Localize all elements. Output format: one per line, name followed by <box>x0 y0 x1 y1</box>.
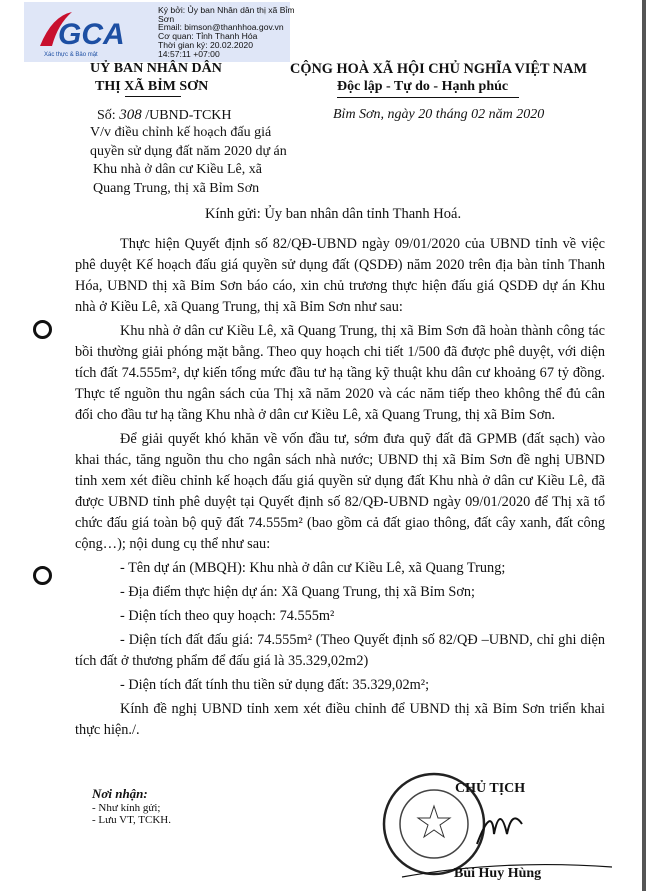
signer-title: CHỦ TỊCH <box>455 781 526 796</box>
divider <box>337 97 519 98</box>
subject-line: Khu nhà ở dân cư Kiều Lê, xã <box>93 162 262 177</box>
org-subname: THỊ XÃ BỈM SƠN <box>95 79 209 94</box>
signer-name: Bùi Huy Hùng <box>454 866 542 881</box>
national-motto: Độc lập - Tự do - Hạnh phúc <box>337 79 509 94</box>
recipient-item: - Lưu VT, TCKH. <box>92 814 171 826</box>
subject-line: V/v điều chỉnh kế hoạch đấu giá <box>90 125 272 140</box>
recipient-line: Kính gửi: Ủy ban nhân dân tỉnh Thanh Hoá. <box>205 206 462 222</box>
number-code: /UBND-TCKH <box>145 108 232 123</box>
scan-edge <box>642 0 646 891</box>
paragraph: Kính đề nghị UBND tỉnh xem xét điều chỉnh để UBND thị xã Bỉm Sơn triển khai thực hiện./. <box>75 701 605 738</box>
sign-time: Thời gian ký: 20.02.2020 <box>158 39 253 50</box>
digital-signature-box <box>24 2 295 62</box>
recipient-item: - Như kính gửi; <box>92 802 161 814</box>
number-handwritten: 308 <box>119 107 142 123</box>
subject-line: Quang Trung, thị xã Bỉm Sơn <box>93 180 260 196</box>
subject-line: quyền sử dụng đất năm 2020 dự án <box>90 143 287 159</box>
divider <box>125 96 181 97</box>
paragraph: Khu nhà ở dân cư Kiều Lê, xã Quang Trung, thị xã Bỉm Sơn đã hoàn thành công tác bồi thường giải phóng mặt bằng. Theo quy hoạch chi tiết 1/500 đã được phê duyệt, với diện tích đất 74.555m², dự kiến tổng mức đầu tư hạ tầng kỹ thuật khu dân cư khoảng 67 tỷ đồng. Thực tế nguồn thu ngân sách của Thị xã năm 2020 và các năm tiếp theo không thể đủ cân đối cho đầu tư hạ tầng Khu nhà ở dân cư Kiều Lê, xã Quang Trung, thị xã Bỉm Sơn. <box>75 323 605 423</box>
date-day: 20 <box>418 107 433 122</box>
national-title: CỘNG HOÀ XÃ HỘI CHỦ NGHĨA VIỆT NAM <box>290 61 587 77</box>
detail-item: - Diện tích theo quy hoạch: 74.555m² <box>120 608 335 624</box>
detail-item: - Địa điểm thực hiện dự án: Xã Quang Trung, thị xã Bỉm Sơn; <box>120 584 476 600</box>
subject <box>90 124 287 198</box>
detail-item: - Diện tích đất tính thu tiền sử dụng đất: 35.329,02m²; <box>120 677 430 693</box>
svg-text:Xác thực & Bảo mật: Xác thực & Bảo mật <box>44 52 98 58</box>
punch-hole <box>33 566 52 585</box>
date-suffix: tháng 02 năm 2020 <box>435 107 545 122</box>
recipients-list <box>92 786 171 826</box>
signed-by: Ký bởi: Ủy ban Nhân dân thị xã Bỉm Sơn <box>158 5 295 24</box>
recipients-title: Nơi nhận: <box>92 786 148 801</box>
document-date <box>333 107 544 123</box>
document-number <box>97 107 232 124</box>
signer-email: Email: bimson@thanhhoa.gov.vn <box>158 22 284 33</box>
signer-agency: Cơ quan: Tỉnh Thanh Hóa <box>158 31 258 42</box>
paragraph: Để giải quyết khó khăn về vốn đầu tư, sớm đưa quỹ đất đã GPMB (đất sạch) vào khai thác, tăng nguồn thu cho ngân sách nhà nước; UBND thị xã Bỉm Sơn đề nghị UBND tỉnh xem xét điều chỉnh kế hoạch đấu giá quyền sử dụng đất Khu nhà ở dân cư Kiều Lê, đã được UBND tỉnh phê duyệt tại Quyết định số 82/QĐ-UBND ngày 09/01/2020 để Thị xã tổ chức đấu giá toàn bộ quỹ đất 74.555m² (bao gồm cả đất giao thông, đất cây xanh, đất công cộng…); nội dung cụ thể như sau: <box>75 431 605 552</box>
number-label: Số: <box>97 108 116 123</box>
date-prefix: Bỉm Sơn, ngày <box>333 107 415 122</box>
paragraph: Thực hiện Quyết định số 82/QĐ-UBND ngày 09/01/2020 của UBND tỉnh về việc phê duyệt Kế hoạch đấu giá quyền sử dụng đất (QSDĐ) năm 2020 trên địa bàn tỉnh Thanh Hóa, UBND thị xã Bỉm Sơn báo cáo, xin chủ trương thực hiện đấu giá QSDĐ dự án Khu nhà ở Kiều Lê, xã Quang Trung, thị xã Bỉm Sơn như sau: <box>75 236 605 315</box>
document-body <box>75 234 605 744</box>
signature-info <box>158 6 308 58</box>
org-name: UỶ BAN NHÂN DÂN <box>90 61 222 76</box>
detail-item: - Tên dự án (MBQH): Khu nhà ở dân cư Kiều Lê, xã Quang Trung; <box>120 560 506 576</box>
detail-item: - Diện tích đất đấu giá: 74.555m² (Theo Quyết định số 82/QĐ –UBND, chỉ ghi diện tích đất ở thương phẩm để đấu giá là 35.329,02m2) <box>75 632 605 669</box>
sign-time-2: 14:57:11 +07:00 <box>158 48 220 59</box>
punch-hole <box>33 320 52 339</box>
svg-text:GCA: GCA <box>58 18 125 51</box>
vgca-logo <box>32 6 160 58</box>
